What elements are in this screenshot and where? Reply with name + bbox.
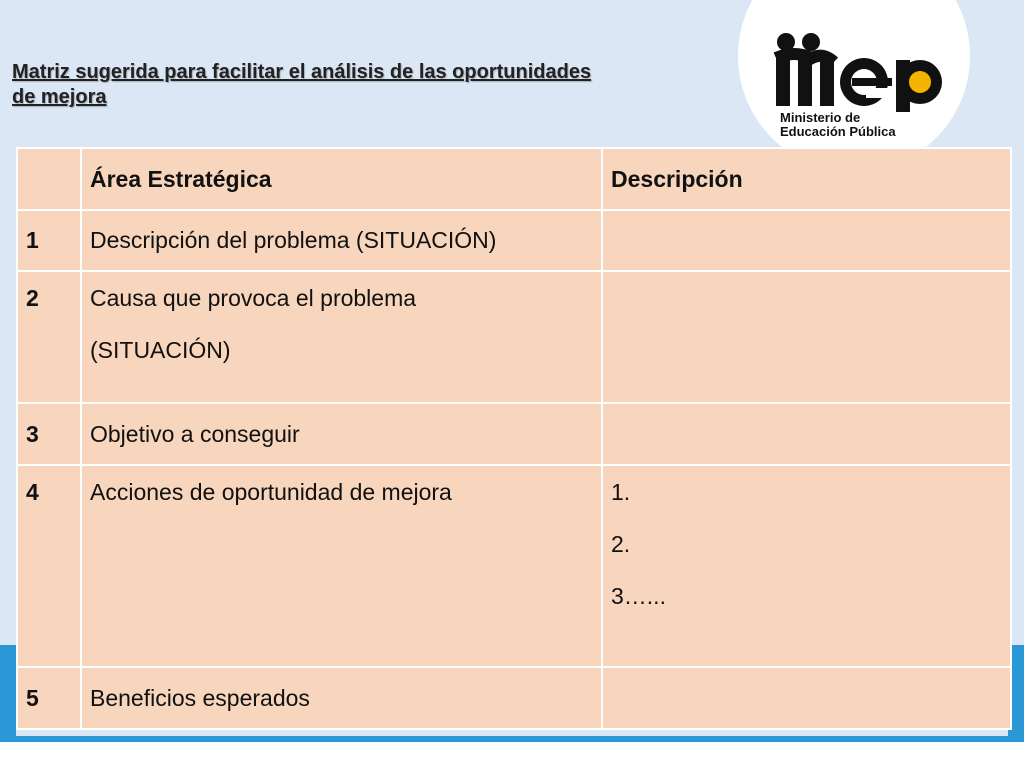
row-description[interactable] <box>602 465 1011 667</box>
header-description: Descripción <box>602 148 1011 210</box>
decorative-strip-left <box>0 645 16 740</box>
page-title <box>12 60 742 110</box>
table-row <box>17 667 1011 729</box>
table-row <box>17 271 1011 403</box>
row-number: 3 <box>17 403 81 465</box>
row-area: Acciones de oportunidad de mejora <box>81 465 602 667</box>
table-row <box>17 403 1011 465</box>
header-area: Área Estratégica <box>81 148 602 210</box>
row-area: Descripción del problema (SITUACIÓN) <box>81 210 602 271</box>
description-item: 1. <box>611 479 631 505</box>
bottom-band <box>0 740 1024 768</box>
description-item: 3…... <box>611 583 666 609</box>
description-item: 2. <box>611 531 631 557</box>
title-line2: de mejora <box>12 86 107 108</box>
row-area-line: (SITUACIÓN) <box>90 337 231 363</box>
row-number: 2 <box>17 271 81 403</box>
row-description[interactable] <box>602 210 1011 271</box>
logo-caption-line1: Ministerio de <box>780 110 861 125</box>
row-area: Beneficios esperados <box>81 667 602 729</box>
analysis-matrix <box>16 147 1012 730</box>
mep-logo-icon <box>768 28 948 112</box>
row-area: Objetivo a conseguir <box>81 403 602 465</box>
row-description[interactable] <box>602 667 1011 729</box>
logo-caption <box>780 111 896 139</box>
row-area-line: Causa que provoca el problema <box>90 285 417 311</box>
header-num-cell <box>17 148 81 210</box>
table-row <box>17 465 1011 667</box>
row-number: 1 <box>17 210 81 271</box>
row-area <box>81 271 602 403</box>
row-number: 4 <box>17 465 81 667</box>
decorative-strip-bottom <box>0 736 1024 742</box>
table-row <box>17 210 1011 271</box>
row-description[interactable] <box>602 271 1011 403</box>
table-header-row <box>17 148 1011 210</box>
title-line1: Matriz sugerida para facilitar el análisis de las oportunidades <box>12 61 592 83</box>
row-description[interactable] <box>602 403 1011 465</box>
logo-caption-line2: Educación Pública <box>780 124 896 139</box>
row-number: 5 <box>17 667 81 729</box>
